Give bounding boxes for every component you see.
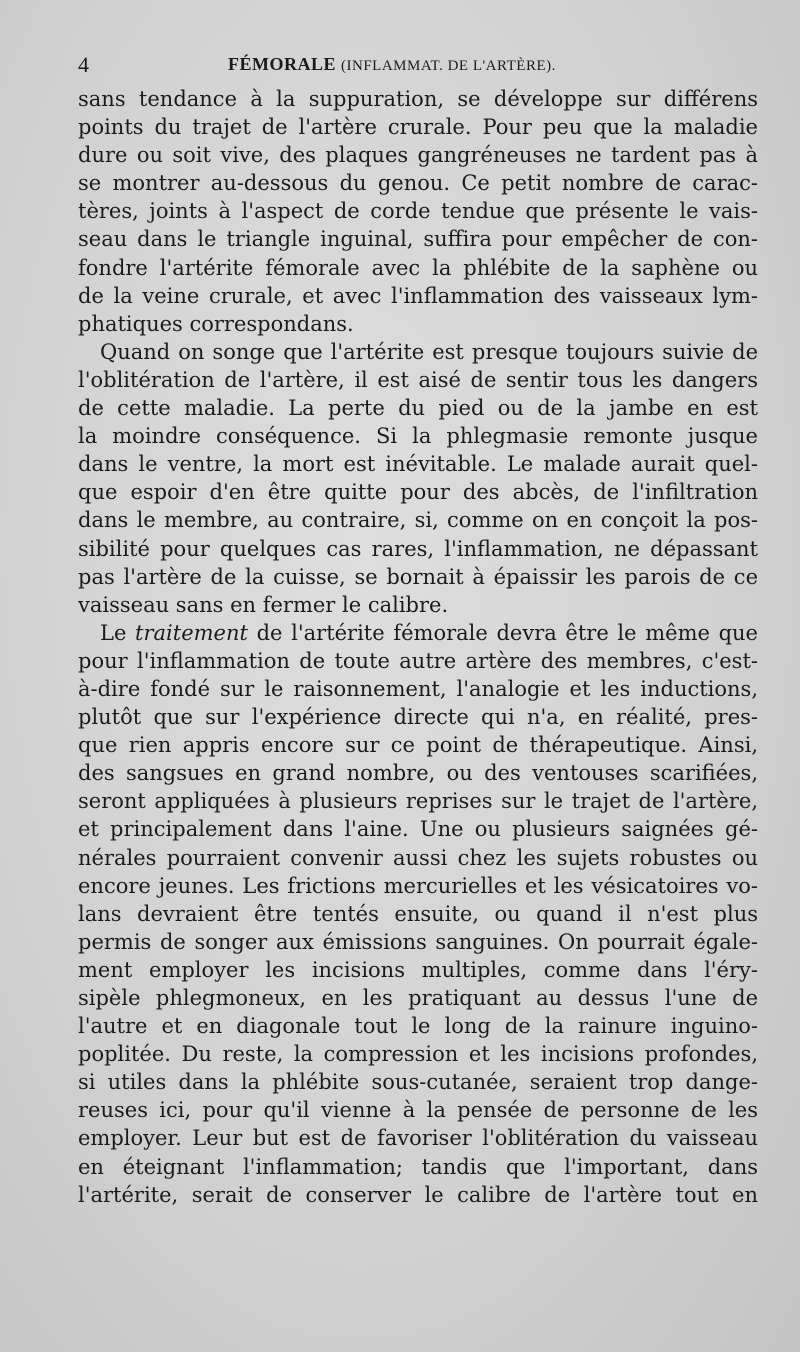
- line-rest-text: de l'artérite fémorale devra être le même que: [247, 620, 758, 645]
- text-line: ment employer les incisions multiples, comme dans l'éry-: [78, 957, 758, 982]
- text-line: de cette maladie. La perte du pied ou de la jambe en est: [78, 396, 758, 421]
- text-line: tères, joints à l'aspect de corde tendue que présente le vais-: [78, 199, 758, 224]
- text-line: de la veine crurale, et avec l'inflammation des vaisseaux lym-: [78, 283, 758, 308]
- page-number: 4: [78, 52, 89, 77]
- page-header: [78, 52, 778, 82]
- line-start-text: Le: [100, 620, 136, 645]
- text-line: nérales pourraient convenir aussi chez les sujets robustes ou: [78, 845, 758, 870]
- text-line: si utiles dans la phlébite sous-cutanée, seraient trop dange-: [78, 1070, 758, 1095]
- text-line: dans le membre, au contraire, si, comme on en conçoit la pos-: [78, 508, 758, 533]
- text-line: des sangsues en grand nombre, ou des ventouses scarifiées,: [78, 761, 758, 786]
- text-line: points du trajet de l'artère crurale. Pour peu que la maladie: [78, 115, 758, 140]
- text-line: se montrer au-dessous du genou. Ce petit nombre de carac-: [78, 171, 758, 196]
- paragraph-start-line: Quand on songe que l'artérite est presque toujours suivie de: [100, 339, 758, 364]
- text-line: poplitée. Du reste, la compression et les incisions profondes,: [78, 1042, 758, 1067]
- text-line: la moindre conséquence. Si la phlegmasie remonte jusque: [78, 424, 758, 449]
- text-line: dure ou soit vive, des plaques gangréneuses ne tardent pas à: [78, 143, 758, 168]
- running-head: [228, 54, 556, 75]
- text-line: seau dans le triangle inguinal, suffira pour empêcher de con-: [78, 227, 758, 252]
- text-line: sans tendance à la suppuration, se développe sur différens: [78, 87, 758, 111]
- text-line: lans devraient être tentés ensuite, ou quand il n'est plus: [78, 901, 758, 926]
- text-line: fondre l'artérite fémorale avec la phlébite de la saphène ou: [78, 255, 758, 280]
- text-line: que espoir d'en être quitte pour des abcès, de l'infiltration: [78, 480, 758, 505]
- text-line: pour l'inflammation de toute autre artère des membres, c'est-: [78, 648, 758, 673]
- text-line: en éteignant l'inflammation; tandis que l'important, dans: [78, 1154, 758, 1179]
- italic-term: traitement: [135, 620, 248, 645]
- text-line: et principalement dans l'aine. Une ou plusieurs saignées gé-: [78, 817, 758, 842]
- text-line: phatiques correspondans.: [78, 311, 354, 336]
- text-line: sipèle phlegmoneux, en les pratiquant au dessus l'une de: [78, 986, 758, 1010]
- text-line: encore jeunes. Les frictions mercurielles et les vésicatoires vo-: [78, 873, 758, 898]
- text-line: sibilité pour quelques cas rares, l'inflammation, ne dépassant: [78, 536, 758, 561]
- running-head-title: FÉMORALE: [228, 54, 337, 74]
- text-line: vaisseau sans en fermer le calibre.: [78, 592, 449, 617]
- paragraph-start-line: [78, 619, 758, 647]
- body-text: [78, 85, 758, 1209]
- text-line: dans le ventre, la mort est inévitable. Le malade aurait quel-: [78, 452, 758, 477]
- text-line: plutôt que sur l'expérience directe qui n'a, en réalité, pres-: [78, 705, 758, 730]
- text-line: seront appliquées à plusieurs reprises sur le trajet de l'artère,: [78, 789, 758, 814]
- text-line: l'autre et en diagonale tout le long de la rainure inguino-: [78, 1014, 758, 1039]
- text-line: à-dire fondé sur le raisonnement, l'analogie et les inductions,: [78, 676, 758, 701]
- text-line: employer. Leur but est de favoriser l'oblitération du vaisseau: [78, 1126, 758, 1151]
- text-line: que rien appris encore sur ce point de thérapeutique. Ainsi,: [78, 733, 758, 758]
- text-line: reuses ici, pour qu'il vienne à la pensée de personne de les: [78, 1098, 758, 1123]
- text-line: l'oblitération de l'artère, il est aisé de sentir tous les dangers: [78, 367, 758, 392]
- text-line: permis de songer aux émissions sanguines. On pourrait égale-: [78, 929, 758, 954]
- text-line: l'artérite, serait de conserver le calibre de l'artère tout en: [78, 1182, 758, 1207]
- text-line: pas l'artère de la cuisse, se bornait à épaissir les parois de ce: [78, 564, 758, 589]
- running-head-subtitle: (INFLAMMAT. DE L'ARTÈRE).: [341, 58, 556, 74]
